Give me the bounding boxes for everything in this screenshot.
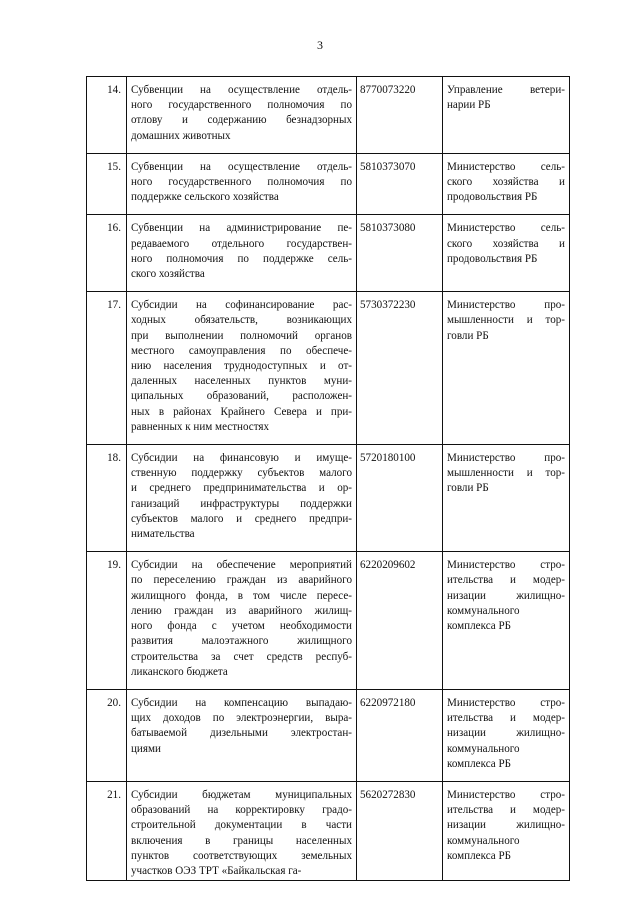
organization-line: низации жилищно- <box>447 727 565 740</box>
organization-line: Министерство про- <box>447 299 565 312</box>
row-description <box>127 292 357 445</box>
table-row <box>87 689 570 781</box>
description-line: жилищного фонда, в том числе пересе- <box>131 589 352 602</box>
description-line: циями <box>131 742 161 755</box>
row-code: 5810373080 <box>357 215 443 292</box>
table-row <box>87 292 570 445</box>
description-line: лению граждан из аварийного жилищ- <box>131 604 352 617</box>
description-line: Субсидии на компенсацию выпадаю- <box>131 696 352 709</box>
organization-line: Министерство сель- <box>447 160 565 173</box>
organization-line: мышленности и тор- <box>447 467 565 480</box>
description-line: ликанского бюджета <box>131 665 228 678</box>
row-description <box>127 781 357 880</box>
budget-table <box>86 76 570 881</box>
description-line: редаваемого отдельного государствен- <box>131 237 352 250</box>
row-number: 17. <box>87 292 127 445</box>
row-description <box>127 445 357 552</box>
table-row <box>87 77 570 154</box>
row-number: 21. <box>87 781 127 880</box>
organization-line: ительства и модер- <box>447 804 565 817</box>
row-code: 5720180100 <box>357 445 443 552</box>
row-organization <box>443 445 570 552</box>
organization-line: Министерство стро- <box>447 696 565 709</box>
description-line: при выполнении полномочий органов <box>131 329 352 342</box>
description-line: Субсидии на финансовую и имуще- <box>131 452 352 465</box>
row-number: 15. <box>87 153 127 215</box>
table-row <box>87 445 570 552</box>
description-line: строительства за счет средств респуб- <box>131 650 352 663</box>
organization-line: ительства и модер- <box>447 574 565 587</box>
page-number: 3 <box>317 38 323 52</box>
organization-line: низации жилищно- <box>447 819 565 832</box>
description-line: образований на корректировку градо- <box>131 804 352 817</box>
row-organization <box>443 552 570 690</box>
description-line: щих доходов по электроэнергии, выра- <box>131 712 352 725</box>
row-organization <box>443 292 570 445</box>
row-number: 18. <box>87 445 127 552</box>
organization-line: ского хозяйства и <box>447 237 565 250</box>
description-line: развития малоэтажного жилищного <box>131 635 352 648</box>
organization-line: коммунального <box>447 742 520 755</box>
description-line: домашних животных <box>131 129 231 142</box>
description-line: поддержке сельского хозяйства <box>131 191 279 204</box>
row-number: 14. <box>87 77 127 154</box>
organization-line: нарии РБ <box>447 99 491 112</box>
description-line: ного полномочия по поддержке сель- <box>131 252 352 265</box>
description-line: Субсидии бюджетам муниципальных <box>131 788 352 801</box>
description-line: Субвенции на осуществление отдель- <box>131 84 352 96</box>
description-line: и среднего предпринимательства и ор- <box>131 482 352 495</box>
row-code: 5810373070 <box>357 153 443 215</box>
row-code: 5730372230 <box>357 292 443 445</box>
description-line: строительной документации в части <box>131 819 352 832</box>
organization-line: Министерство сель- <box>447 222 565 235</box>
organization-line: Министерство про- <box>447 452 565 465</box>
organization-line: комплекса РБ <box>447 620 511 633</box>
description-line: нию населения труднодоступных и от- <box>131 360 352 373</box>
description-line: ных в районах Крайнего Севера и при- <box>131 405 352 418</box>
organization-line: Управление ветери- <box>447 84 565 96</box>
row-number: 19. <box>87 552 127 690</box>
organization-line: мышленности и тор- <box>447 314 565 327</box>
organization-line: Министерство стро- <box>447 559 565 572</box>
organization-line: говли РБ <box>447 482 489 495</box>
row-number: 16. <box>87 215 127 292</box>
description-line: по переселению граждан из аварийного <box>131 574 352 587</box>
description-line: нимательства <box>131 528 195 541</box>
table-row <box>87 781 570 880</box>
description-line: ципальных образований, расположен- <box>131 390 352 403</box>
row-description <box>127 689 357 781</box>
table-row <box>87 215 570 292</box>
organization-line: коммунального <box>447 834 520 847</box>
organization-line: коммунального <box>447 604 520 617</box>
description-line: Субсидии на обеспечение мероприятий <box>131 559 352 572</box>
description-line: даленных населенных пунктов муни- <box>131 375 352 388</box>
row-organization <box>443 781 570 880</box>
row-description <box>127 215 357 292</box>
description-line: Субвенции на осуществление отдель- <box>131 160 352 173</box>
row-code: 8770073220 <box>357 77 443 154</box>
description-line: включения в границы населенных <box>131 834 352 847</box>
description-line: Субвенции на администрирование пе- <box>131 222 352 235</box>
table-row <box>87 153 570 215</box>
organization-line: продовольствия РБ <box>447 191 538 204</box>
description-line: ходных обязательств, возникающих <box>131 314 352 327</box>
organization-line: говли РБ <box>447 329 489 342</box>
description-line: ного государственного полномочия по <box>131 99 352 112</box>
description-line: субъектов малого и среднего предпри- <box>131 512 352 525</box>
description-line: местного самоуправления по обеспече- <box>131 344 352 357</box>
organization-line: продовольствия РБ <box>447 252 538 265</box>
description-line: Субсидии на софинансирование рас- <box>131 299 352 312</box>
description-line: пунктов соответствующих земельных <box>131 849 352 862</box>
organization-line: ительства и модер- <box>447 712 565 725</box>
row-organization <box>443 689 570 781</box>
row-code: 6220209602 <box>357 552 443 690</box>
description-line: участков ОЭЗ ТРТ «Байкальская га- <box>131 864 302 877</box>
row-description <box>127 77 357 154</box>
description-line: равненных к ним местностях <box>131 420 270 433</box>
description-line: ского хозяйства <box>131 268 205 281</box>
description-line: ного государственного полномочия по <box>131 176 352 189</box>
row-organization <box>443 153 570 215</box>
row-description <box>127 153 357 215</box>
description-line: ного фонда с учетом необходимости <box>131 620 352 633</box>
organization-line: низации жилищно- <box>447 589 565 602</box>
organization-line: Министерство стро- <box>447 788 565 801</box>
table-row <box>87 552 570 690</box>
row-description <box>127 552 357 690</box>
row-organization <box>443 215 570 292</box>
organization-line: комплекса РБ <box>447 757 511 770</box>
description-line: отлову и содержанию безнадзорных <box>131 114 352 127</box>
row-organization <box>443 77 570 154</box>
row-number: 20. <box>87 689 127 781</box>
description-line: ственную поддержку субъектов малого <box>131 467 352 480</box>
row-code: 5620272830 <box>357 781 443 880</box>
description-line: ганизаций инфраструктуры поддержки <box>131 497 352 510</box>
row-code: 6220972180 <box>357 689 443 781</box>
table-body <box>87 77 570 881</box>
organization-line: ского хозяйства и <box>447 176 565 189</box>
organization-line: комплекса РБ <box>447 849 511 862</box>
description-line: батываемой дизельными электростан- <box>131 727 352 740</box>
